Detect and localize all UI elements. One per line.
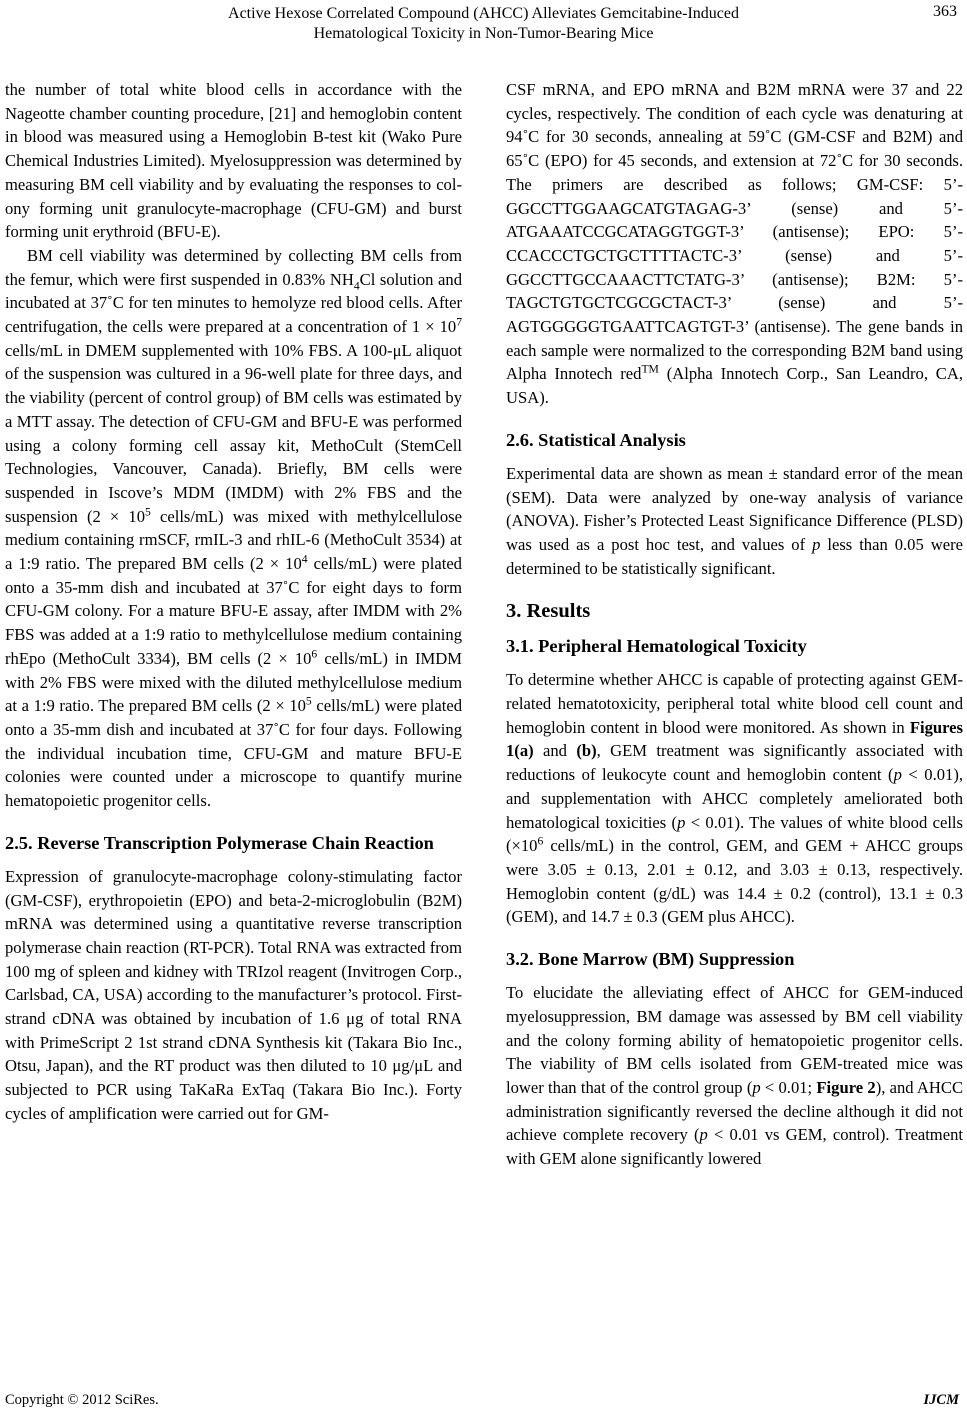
paragraph-bm-suppression: To elucidate the alleviating effect of AHCC for GEM-induced myelosuppression, BM damage was assessed by BM cell viability and the colony forming ability of hematopoietic progenitor cells. The viability of BM cells isolated from GEM-treated mice was lower than that of the control group (p < 0.01; Figure 2), and AHCC administration significantly reversed the decline although it did not achieve complete recovery (p < 0.01 vs GEM, control). Treatment with GEM alone significantly lowered	[506, 983, 964, 1169]
copyright-notice: Copyright © 2012 SciRes.	[5, 1392, 159, 1408]
section-heading-3-2: 3.2. Bone Marrow (BM) Suppression	[506, 949, 795, 970]
paragraph-statistics: Experimental data are shown as mean ± standard error of the mean (SEM). Data were analyzed by one-way analysis of variance (ANOVA). Fisher’s Protected Least Significance Difference (PLSD) was used as a post hoc test, and values of p less than 0.05 were determined to be statistically significant.	[506, 463, 963, 578]
left-column	[5, 78, 462, 1126]
figure-ref-1a: Figures 1(a)	[506, 717, 963, 761]
journal-abbrev: IJCM	[923, 1392, 959, 1408]
page-footer	[0, 1392, 967, 1416]
running-title-line-1: Active Hexose Correlated Compound (AHCC) Alleviates Gemcitabine-Induced	[228, 5, 739, 22]
right-column	[506, 78, 963, 1171]
figure-ref-2: Figure 2	[816, 1077, 876, 1097]
page-number: 363	[933, 3, 957, 20]
section-heading-2-6: 2.6. Statistical Analysis	[506, 429, 686, 450]
page-header	[0, 0, 967, 46]
paragraph-rt-pcr: Expression of granulocyte-macrophage colony-stimulating factor (GM-CSF), erythropoietin (EPO) and beta-2-microglobulin (B2M) mRNA was determined using a quantitative reverse transcription polymerase chain reaction (RT-PCR). Total RNA was extracted from 100 mg of spleen and kidney with TRIzol reagent (Invitrogen Corp., Carlsbad, CA, USA) according to the manufacturer’s protocol. First-strand cDNA was obtained by incubation of 1.6 μg of total RNA with PrimeScript 2 1st strand cDNA Synthesis kit (Takara Bio Inc., Otsu, Japan), and the RT product was then diluted to 10 μg/μL and subjected to PCR using TaKaRa ExTaq (Takara Bio Inc.). Forty cycles of amplification were carried out for GM-	[5, 866, 462, 1123]
paragraph-bm-viability: BM cell viability was determined by collecting BM cells from the femur, which were first suspended in 0.83% $NH_4Cl$ solution and incubated at 37˚C for ten minutes to hemolyze red blood cells. After centrifugation, the cells were prepared at a concentration of $1 \times 10^7$ cells/mL in DMEM supplemented with 10% FBS. A 100-μL aliquot of the suspension was cultured in a 96-well plate for three days, and the viability (percent of control group) of BM cells was estimated by a MTT assay. The detection of CFU-GM and BFU-E was performed using a colony forming cell assay kit, MethoCult (StemCell Technologies, Vancouver, Canada). Briefly, BM cells were suspended in Iscove’s MDM (IMDM) with 2% FBS and the suspension ($2 \times 10^5$ cells/mL) was mixed with methylcellulose medium containing rmSCF, rmIL-3 and rhIL-6 (MethoCult 3534) at a 1:9 ratio. The prepared BM cells ($2 \times 10^4$ cells/mL) were plated onto a 35-mm dish and incubated at 37˚C for eight days to form CFU-GM colony. For a mature BFU-E assay, after IMDM with 2% FBS was added at a 1:9 ratio to methylcellulose medium containing rhEpo (MethoCult 3334), BM cells ($2 \times 10^6$ cells/mL) in IMDM with 2% FBS were mixed with the diluted methylcellulose medium at a 1:9 ratio. The prepared BM cells ($2 \times 10^5$ cells/mL) were plated onto a 35-mm dish and incubated at 37˚C for four days. Following the individual incubation time, CFU-GM and mature BFU-E colonies were counted under a microscope to quantify murine hematopoietic progenitor cells.	[5, 245, 462, 811]
paragraph-pcr-conditions: CSF mRNA, and EPO mRNA and B2M mRNA were 37 and 22 cycles, respectively. The condition of each cycle was denaturing at 94˚C for 30 seconds, annealing at 59˚C (GM-CSF and B2M) and 65˚C (EPO) for 45 seconds, and extension at 72˚C for 30 seconds. The primers are described as follows; GM-CSF: 5’-GGCCTTGGAAGCATGTAGAG-3’ (sense) and 5’-ATGAAATCCGCATAGGTGGT-3’ (antisense); EPO: 5’-CCACCCTGCTGCTTTTACTC-3’ (sense) and 5’-GGCCTTGCCAAACTTCTATG-3’ (antisense); B2M: 5’-TAGCTGTGCTCGCGCTACT-3’ (sense) and 5’-AGTGGGGGTGAATTCAGTGT-3’ (antisense). The gene bands in each sample were normalized to the corresponding B2M band using Alpha Innotech red™ (Alpha Innotech Corp., San Leandro, CA, USA).	[506, 80, 964, 408]
running-title	[0, 4, 967, 44]
figure-ref-1b: (b)	[576, 741, 597, 761]
section-heading-3: 3. Results	[506, 600, 591, 623]
running-title-line-2: Hematological Toxicity in Non-Tumor-Bearing Mice	[313, 25, 654, 42]
paragraph-hematological-toxicity: To determine whether AHCC is capable of protecting against GEM-related hematotoxicity, peripheral total white blood cell count and hemoglobin content in blood were monitored. As shown in Figures 1(a) and (b), GEM treatment was significantly associated with reductions of leukocyte count and hemoglobin content (p < 0.01), and supplementation with AHCC completely ameliorated both hematological toxicities (p < 0.01). The values of white blood cells ($\times 10^6$ cells/mL) in the control, GEM, and GEM + AHCC groups were 3.05 ± 0.13, 2.01 ± 0.12, and 3.03 ± 0.13, respectively. Hemoglobin content (g/dL) was 14.4 ± 0.2 (control), 13.1 ± 0.3 (GEM), and 14.7 ± 0.3 (GEM plus AHCC).	[506, 670, 964, 927]
section-heading-3-1: 3.1. Peripheral Hematological Toxicity	[506, 636, 807, 657]
section-heading-2-5: 2.5. Reverse Transcription Polymerase Chain Reaction	[5, 832, 434, 853]
paragraph-measurement: the number of total white blood cells in accordance with the Nageotte chamber counting procedure, [21] and hemoglobin content in blood was measured using a Hemoglobin B-test kit (Wako Pure Chemical Industries Limited). Myelosuppression was determined by measuring BM cell viability and by evaluating the responses to colony forming unit granulocyte-macrophage (CFU-GM) and burst forming unit erythroid (BFU-E).	[5, 80, 462, 242]
